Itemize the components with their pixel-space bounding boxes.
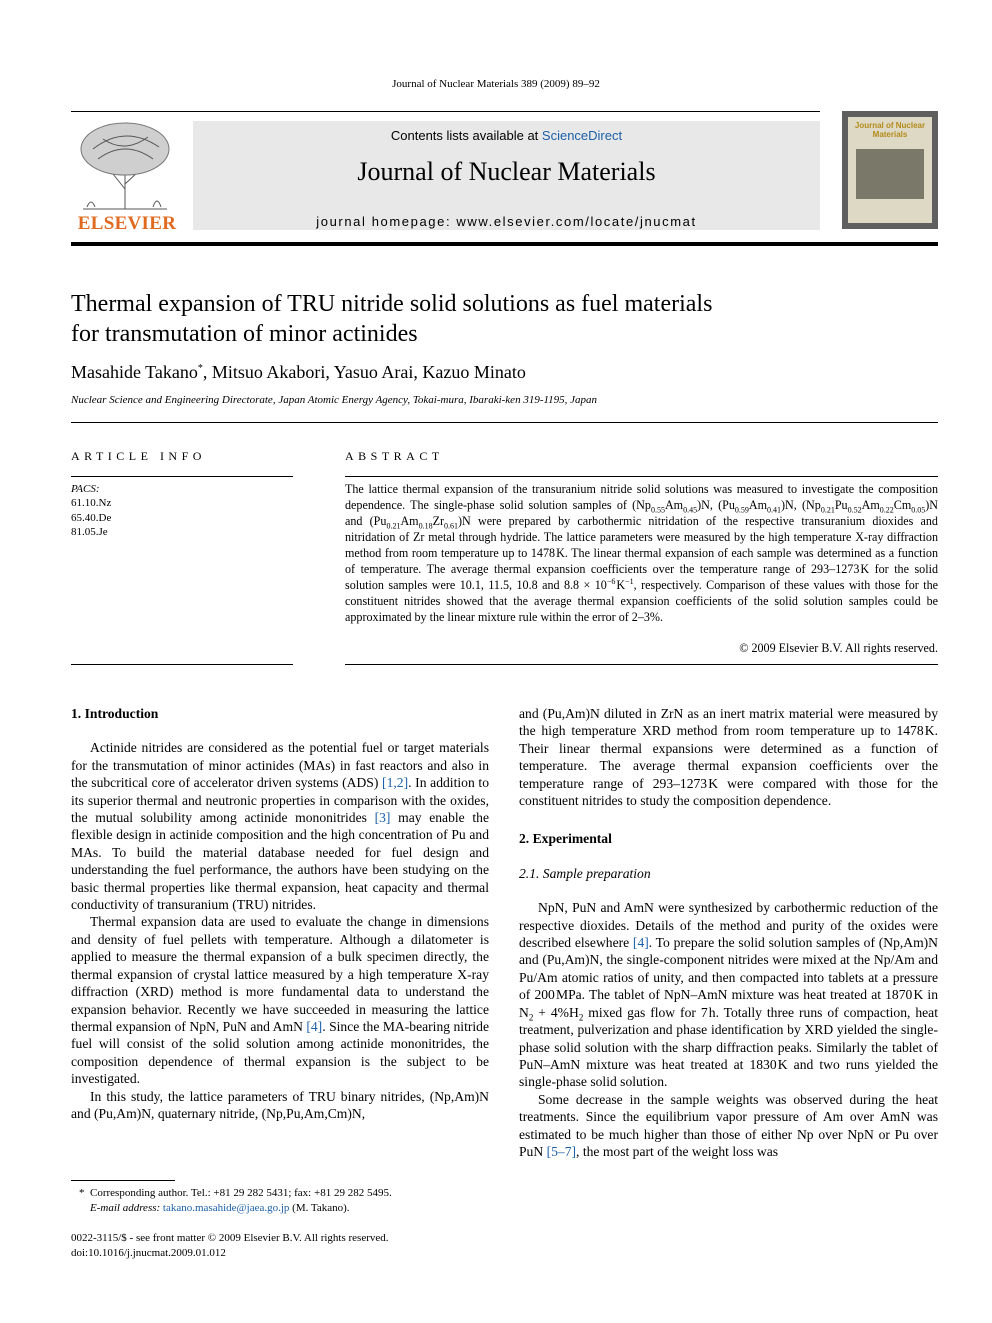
email-label: E-mail address: <box>90 1202 161 1214</box>
cover-image <box>856 149 924 199</box>
authors <box>71 362 931 383</box>
abstract-rule <box>345 664 938 665</box>
pacs-label: PACS: <box>71 483 100 495</box>
footnote-rule <box>71 1180 175 1181</box>
footnote-corresponding <box>71 1186 491 1201</box>
pacs-code: 61.10.Nz <box>71 497 112 510</box>
footnote-star: * <box>79 1187 85 1199</box>
front-matter <box>71 1231 491 1261</box>
abstract-heading: ABSTRACT <box>345 449 444 463</box>
subsection-heading: 2.1. Sample preparation <box>519 865 651 881</box>
contents-line <box>193 128 820 143</box>
article-title <box>71 289 931 349</box>
info-rule <box>71 664 293 665</box>
info-rule <box>71 476 293 477</box>
elsevier-logo[interactable] <box>71 119 183 233</box>
title-line-1: Thermal expansion of TRU nitride solid solutions as fuel materials <box>71 291 713 317</box>
elsevier-wordmark: ELSEVIER <box>77 213 177 234</box>
abstract-text: The lattice thermal expansion of the transuranium nitride solid solutions was measured to investigate the composition dependence. The single-phase solid solution samples of $(Np_{0.55}Am_{0.45})N$, $(Pu_{0.59}Am_{0.41})N$, $(Np_{0.21}Pu_{0.52}Am_{0.22}Cm_{0.05})N$ and $(Pu_{0.21}Am_{0.18}Zr_{0.61})N$ were prepared by carbothermic nitridation of the respective transuranium dioxides and nitridation of Zr metal through hydride. The lattice parameters were measured by the high temperature X-ray diffraction method from room temperature up to 1478 K. The linear thermal expansion of each sample was determined as a function of temperature. The average thermal expansion coefficients over the temperature range of 293–1273 K for the solid solution samples were 10.1, 11.5, 10.8 and $8.8 \times 10^{-6}$ $K^{-1}$, respectively. Comparison of these values with those for the constituent nitrides showed that the average thermal expansion coefficients of the solid solution samples could be approximated by the linear mixture rule within the error of 2–3%. <box>345 482 939 624</box>
header-rule-thick <box>71 242 938 246</box>
paragraph: and (Pu,Am)N diluted in ZrN as an inert matrix material were measured by the high temperature XRD method from room temperature up to 1478 K. Their linear thermal expansions were determined as a function of temperature. The average thermal expansion coefficients over the temperature range of 293–1273 K were compared with those for the constituent nitrides to study the composition dependence. <box>519 706 938 809</box>
pacs-code: 81.05.Je <box>71 525 108 538</box>
cover-inner <box>848 117 932 223</box>
journal-banner <box>193 121 820 230</box>
paragraph: Actinide nitrides are considered as the potential fuel or target materials for the transmutation of minor actinides (MAs) in fast reactors and also in the subcritical core of accelerator driven systems (ADS) [1,2]. In addition to its superior thermal and neutronic properties in comparison with the oxides, the mutual solubility among actinide mononitrides [3] may enable the flexible design in actinide composition and the high concentration of Pu and MAs. To build the material database needed for fuel design and understanding the fuel performance, the authors have been studying on the basic thermal properties like thermal expansion, heat capacity and thermal conductivity of transuranium (TRU) nitrides. <box>71 740 489 913</box>
article-info-heading: ARTICLE INFO <box>71 449 206 463</box>
header-rule <box>71 111 820 112</box>
author-first[interactable]: Masahide Takano <box>71 362 198 382</box>
journal-homepage[interactable]: journal homepage: www.elsevier.com/locate/jnucmat <box>316 214 697 229</box>
sciencedirect-link[interactable]: ScienceDirect <box>541 128 623 143</box>
corresponding-text: Corresponding author. Tel.: +81 29 282 5431; fax: +81 29 282 5495. <box>90 1187 392 1199</box>
elsevier-tree-icon <box>73 119 177 211</box>
pacs-block <box>71 482 291 539</box>
citation[interactable]: [4] <box>632 935 649 951</box>
journal-name: Journal of Nuclear Materials <box>357 157 656 186</box>
doi-line[interactable]: doi:10.1016/j.jnucmat.2009.01.012 <box>71 1247 226 1259</box>
title-line-2: for transmutation of minor actinides <box>71 321 418 347</box>
copyright: © 2009 Elsevier B.V. All rights reserved. <box>739 641 938 655</box>
running-head: Journal of Nuclear Materials 389 (2009) 89–92 <box>392 78 600 90</box>
email-suffix: (M. Takano). <box>289 1202 350 1214</box>
journal-cover[interactable] <box>842 111 938 229</box>
paragraph: Thermal expansion data are used to evaluate the change in dimensions and density of fuel pellets with temperature. Although a dilatometer is applied to measure the thermal expansion of a bulk specimen directly, the thermal expansion of crystal lattice measured by a high temperature X-ray diffraction (XRD) method is more fundamental data to understand the expansion behavior. Recently we have succeeded in measuring the lattice thermal expansion of NpN, PuN and AmN [4]. Since the MA-bearing nitride fuel will consist of the solid solution among actinide mononitrides, the composition dependence of thermal expansion is the subject to be investigated. <box>71 914 489 1087</box>
citation[interactable]: [1,2] <box>382 775 409 791</box>
abstract-rule <box>345 476 938 477</box>
section-heading: 2. Experimental <box>519 831 612 847</box>
footnote-email <box>71 1201 491 1216</box>
corresponding-mark[interactable]: * <box>197 363 203 374</box>
email-link[interactable]: takano.masahide@jaea.go.jp <box>162 1202 290 1214</box>
citation[interactable]: [5–7] <box>546 1143 577 1159</box>
contents-prefix: Contents lists available at <box>390 128 542 143</box>
paragraph: Some decrease in the sample weights was observed during the heat treatments. Since the equilibrium vapor pressure of Am over AmN was estimated to be much higher than those of either Np over NpN or Pu over PuN [5–7], the most part of the weight loss was <box>519 1091 938 1159</box>
section-rule <box>71 422 938 423</box>
affiliation: Nuclear Science and Engineering Directorate, Japan Atomic Energy Agency, Tokai-mura, Ibaraki-ken 319-1195, Japan <box>71 394 598 406</box>
footnotes <box>71 1186 491 1216</box>
authors-rest: , Mitsuo Akabori, Yasuo Arai, Kazuo Minato <box>202 362 526 382</box>
section-heading: 1. Introduction <box>71 706 159 721</box>
right-column <box>519 705 938 1160</box>
citation[interactable]: [4] <box>306 1018 323 1034</box>
issn-line: 0022-3115/$ - see front matter © 2009 Elsevier B.V. All rights reserved. <box>71 1232 389 1244</box>
paragraph: NpN, PuN and AmN were synthesized by carbothermic reduction of the respective dioxides. Details of the method and purity of the oxides were described elsewhere [4]. To prepare the solid solution samples of (Np,Am)N and (Pu,Am)N, the single-component nitrides were mixed at the Np/Am and Pu/Am atomic ratios of unity, and then compacted into tablets at a pressure of 200 MPa. The tablet of NpN–AmN mixture was heat treated at 1870 K in $N_2 + 4\%H_2$ mixed gas flow for 7 h. Totally three runs of compaction, heat treatment, pulverization and phase identification by XRD yielded the single-phase solid solution with the sharp diffraction peaks. Similarly the tablet of PuN–AmN mixture was heat treated at 1830 K and two runs yielded the single-phase solid solution. <box>519 900 939 1090</box>
pacs-code: 65.40.De <box>71 511 112 524</box>
left-column <box>71 705 489 1122</box>
paragraph: In this study, the lattice parameters of TRU binary nitrides, (Np,Am)N and (Pu,Am)N, quaternary nitride, (Np,Pu,Am,Cm)N, <box>71 1088 489 1121</box>
citation[interactable]: [3] <box>374 810 391 826</box>
cover-title: Journal of Nuclear Materials <box>854 121 926 139</box>
